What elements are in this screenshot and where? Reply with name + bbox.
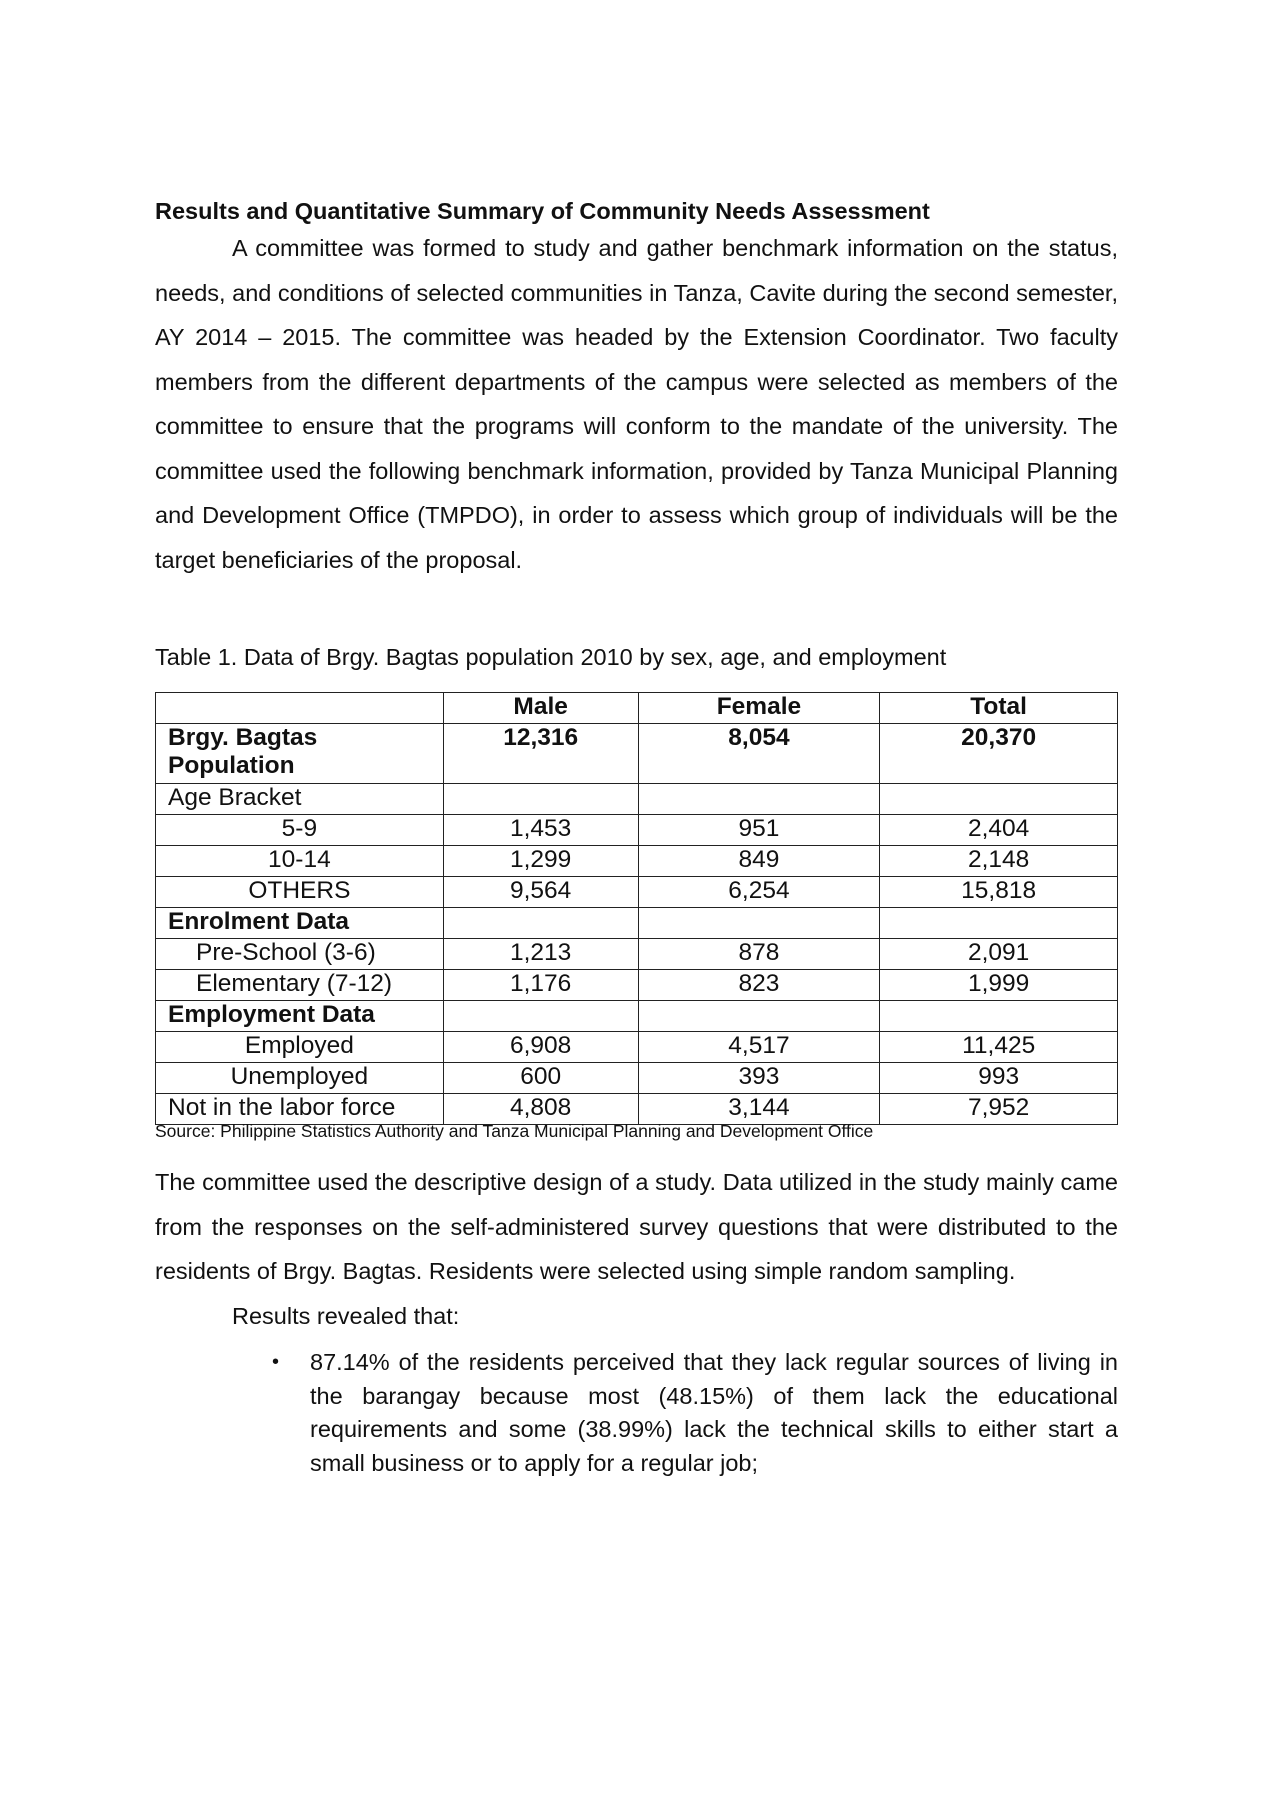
total-cell: 2,091 — [880, 939, 1118, 970]
male-cell: 1,299 — [443, 846, 638, 877]
total-cell — [880, 1001, 1118, 1032]
total-cell: 7,952 — [880, 1094, 1118, 1125]
total-cell: 993 — [880, 1063, 1118, 1094]
design-paragraph: The committee used the descriptive design of a study. Data utilized in the study mainly came from the responses on the self-administered survey questions that were distributed to the residents of Brgy. Bagtas. Residents were selected using simple random sampling. — [155, 1169, 1118, 1284]
male-cell: 1,213 — [443, 939, 638, 970]
table-header-row — [156, 693, 1118, 724]
table-header-cell — [156, 693, 444, 724]
table-row — [156, 724, 1118, 784]
total-cell: 2,404 — [880, 815, 1118, 846]
bullet-text: 87.14% of the residents perceived that they lack regular sources of living in the barangay because most (48.15%) of them lack the educational requirements and some (38.99%) lack the technical skills to either start a small business or to apply for a regular job; — [310, 1349, 1118, 1476]
female-cell — [638, 908, 880, 939]
female-cell: 4,517 — [638, 1032, 880, 1063]
table-row — [156, 846, 1118, 877]
document-page — [155, 196, 1118, 1476]
total-cell: 1,999 — [880, 970, 1118, 1001]
female-cell: 951 — [638, 815, 880, 846]
row-label: Not in the labor force — [156, 1094, 444, 1125]
table-row — [156, 939, 1118, 970]
row-label: 5-9 — [156, 815, 444, 846]
male-cell: 4,808 — [443, 1094, 638, 1125]
female-cell: 8,054 — [638, 724, 880, 784]
male-cell: 12,316 — [443, 724, 638, 784]
male-cell: 9,564 — [443, 877, 638, 908]
row-label: Unemployed — [156, 1063, 444, 1094]
female-cell: 823 — [638, 970, 880, 1001]
row-label: Pre-School (3-6) — [156, 939, 444, 970]
results-section — [155, 1160, 1118, 1480]
table-row — [156, 815, 1118, 846]
table-header-cell: Male — [443, 693, 638, 724]
female-cell: 878 — [638, 939, 880, 970]
total-cell: 2,148 — [880, 846, 1118, 877]
male-cell — [443, 1001, 638, 1032]
row-label: Age Bracket — [156, 784, 444, 815]
results-intro: Results revealed that: — [232, 1302, 460, 1329]
row-label: Enrolment Data — [156, 908, 444, 939]
male-cell: 1,453 — [443, 815, 638, 846]
table-row — [156, 877, 1118, 908]
row-label: Employed — [156, 1032, 444, 1063]
male-cell: 6,908 — [443, 1032, 638, 1063]
table-row — [156, 1032, 1118, 1063]
row-label: OTHERS — [156, 877, 444, 908]
table-row — [156, 908, 1118, 939]
table-caption: Table 1. Data of Brgy. Bagtas population 2010 by sex, age, and employment — [155, 644, 947, 670]
female-cell — [638, 1001, 880, 1032]
table-source: Source: Philippine Statistics Authority and Tanza Municipal Planning and Development Office — [155, 1121, 874, 1141]
female-cell: 3,144 — [638, 1094, 880, 1125]
male-cell: 1,176 — [443, 970, 638, 1001]
male-cell: 600 — [443, 1063, 638, 1094]
table-header-cell: Female — [638, 693, 880, 724]
total-cell: 15,818 — [880, 877, 1118, 908]
results-list — [155, 1346, 1118, 1480]
table-row — [156, 970, 1118, 1001]
total-cell — [880, 908, 1118, 939]
population-table — [155, 692, 1118, 1125]
list-item — [155, 1346, 1118, 1480]
female-cell: 393 — [638, 1063, 880, 1094]
row-label: Employment Data — [156, 1001, 444, 1032]
female-cell: 849 — [638, 846, 880, 877]
bullet-icon: • — [272, 1351, 280, 1373]
table-header-cell: Total — [880, 693, 1118, 724]
male-cell — [443, 784, 638, 815]
table-row — [156, 1063, 1118, 1094]
female-cell: 6,254 — [638, 877, 880, 908]
total-cell: 11,425 — [880, 1032, 1118, 1063]
table-row — [156, 1001, 1118, 1032]
row-label: Brgy. Bagtas Population — [156, 724, 444, 784]
section-heading: Results and Quantitative Summary of Community Needs Assessment — [155, 198, 930, 224]
intro-paragraph: A committee was formed to study and gather benchmark information on the status, needs, and conditions of selected communities in Tanza, Cavite during the second semester, AY 2014 – 2015. The committee was headed by the Extension Coordinator. Two faculty members from the different departments of the campus were selected as members of the committee to ensure that the programs will conform to the mandate of the university. The committee used the following benchmark information, provided by Tanza Municipal Planning and Development Office (TMPDO), in order to assess which group of individuals will be the target beneficiaries of the proposal. — [155, 235, 1118, 573]
male-cell — [443, 908, 638, 939]
female-cell — [638, 784, 880, 815]
row-label: Elementary (7-12) — [156, 970, 444, 1001]
table-row — [156, 784, 1118, 815]
row-label: 10-14 — [156, 846, 444, 877]
total-cell — [880, 784, 1118, 815]
total-cell: 20,370 — [880, 724, 1118, 784]
